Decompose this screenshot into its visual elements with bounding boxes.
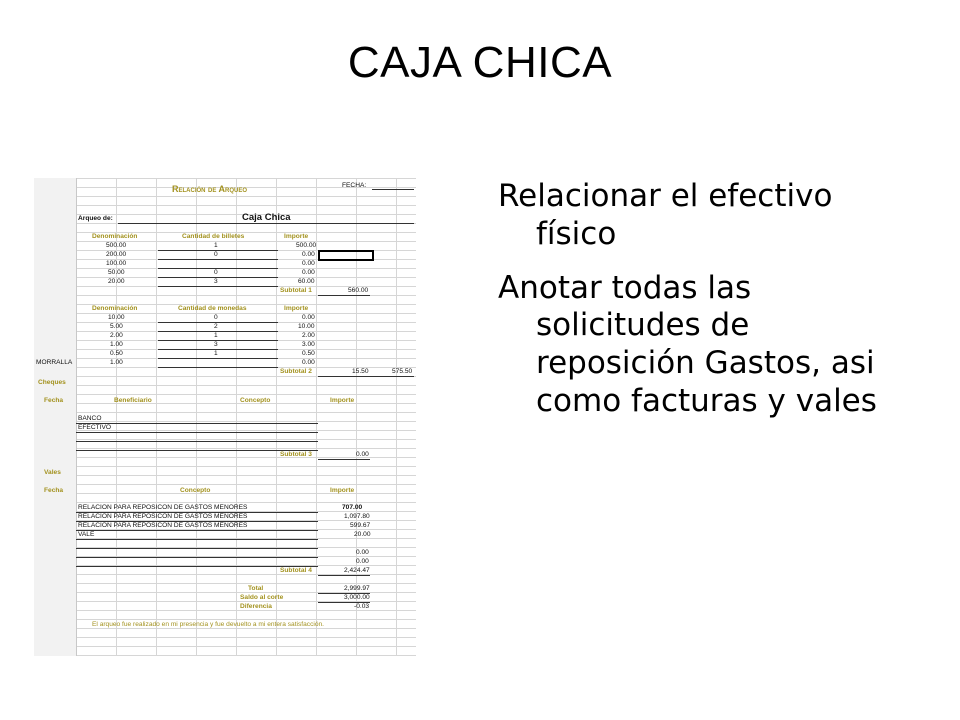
monedas-denom: 2.00 bbox=[110, 332, 123, 339]
billetes-header-importe: Importe bbox=[284, 233, 309, 240]
morralla-label: MORRALLA bbox=[36, 359, 73, 366]
monedas-header-cantidad: Cantidad de monedas bbox=[178, 305, 247, 312]
vale-importe: 707.00 bbox=[342, 504, 363, 511]
row-line bbox=[158, 259, 278, 260]
billetes-importe: 0.00 bbox=[302, 269, 315, 276]
monedas-qty: 1 bbox=[214, 350, 218, 357]
monedas-qty: 1 bbox=[214, 332, 218, 339]
vale-concepto: RELACION PARA REPOSICON DE GASTOS MENORES bbox=[78, 522, 248, 529]
monedas-importe: 10.00 bbox=[298, 323, 315, 330]
billetes-denom: 500.00 bbox=[106, 242, 127, 249]
subtotal-1-label: Subtotal 1 bbox=[280, 287, 312, 294]
row-line bbox=[76, 539, 318, 540]
row-line bbox=[158, 358, 278, 359]
cheque-row-label: EFECTIVO bbox=[78, 424, 111, 431]
subtotal-2-label: Subtotal 2 bbox=[280, 368, 312, 375]
total-line bbox=[318, 602, 370, 603]
arqueo-line bbox=[118, 223, 414, 224]
vale-importe: 599.67 bbox=[350, 522, 371, 529]
row-line bbox=[76, 423, 318, 424]
arqueo-spreadsheet-image bbox=[34, 178, 416, 656]
billetes-denom: 20.00 bbox=[108, 278, 125, 285]
monedas-denom: 0.50 bbox=[110, 350, 123, 357]
saldo-label: Saldo al corte bbox=[240, 594, 284, 601]
monedas-header-denominacion: Denominación bbox=[92, 305, 138, 312]
bullet-item: Relacionar el efectivo físico bbox=[498, 178, 833, 252]
row-line bbox=[76, 432, 318, 433]
row-line bbox=[76, 530, 318, 531]
vales-section-label: Vales bbox=[44, 469, 61, 476]
billetes-denom: 100.00 bbox=[106, 260, 127, 267]
arqueo-footer-note: El arqueo fue realizado en mi presencia y fue devuelto a mi entera satisfacción. bbox=[92, 621, 325, 628]
vale-importe: 0.00 bbox=[356, 558, 369, 565]
billetes-denom: 200.00 bbox=[106, 251, 127, 258]
subtotal-line bbox=[318, 575, 370, 576]
vales-header-fecha: Fecha bbox=[44, 487, 64, 494]
monedas-importe: 0.00 bbox=[302, 314, 315, 321]
billetes-importe: 60.00 bbox=[298, 278, 315, 285]
monedas-denom: 10.00 bbox=[108, 314, 125, 321]
vales-header-concepto: Concepto bbox=[180, 487, 211, 494]
row-line bbox=[76, 441, 318, 442]
cheques-section-label: Cheques bbox=[38, 379, 66, 386]
billetes-header-cantidad: Cantidad de billetes bbox=[182, 233, 245, 240]
subtotal-line bbox=[318, 376, 414, 377]
monedas-qty: 0 bbox=[214, 314, 218, 321]
billetes-denom: 50.00 bbox=[108, 269, 125, 276]
vale-concepto: VALE bbox=[78, 531, 95, 538]
selected-cell bbox=[318, 250, 374, 261]
bullet-item: Anotar todas las solicitudes de reposición Gastos, asi como facturas y vales bbox=[498, 269, 877, 420]
cheque-row-label: BANCO bbox=[78, 415, 102, 422]
billetes-qty: 1 bbox=[214, 242, 218, 249]
cheques-header-beneficiario: Beneficiario bbox=[114, 397, 152, 404]
vale-concepto: RELACION PARA REPOSICON DE GASTOS MENORES bbox=[78, 504, 248, 511]
vale-importe: 20.00 bbox=[354, 531, 371, 538]
vale-importe: 1,097.80 bbox=[344, 513, 370, 520]
vales-header-importe: Importe bbox=[330, 487, 355, 494]
billetes-header-denominacion: Denominación bbox=[92, 233, 138, 240]
subtotal-line bbox=[318, 295, 370, 296]
subtotal-4-value: 2,424.47 bbox=[344, 567, 370, 574]
monedas-denom: 1.00 bbox=[110, 341, 123, 348]
diferencia-label: Diferencia bbox=[240, 603, 272, 610]
slide-title: CAJA CHICA bbox=[347, 38, 613, 87]
bullet-list bbox=[498, 178, 898, 437]
billetes-qty: 3 bbox=[214, 278, 218, 285]
monedas-importe: 2.00 bbox=[302, 332, 315, 339]
row-header-column bbox=[34, 178, 77, 656]
vale-concepto: RELACION PARA REPOSICON DE GASTOS MENORES bbox=[78, 513, 248, 520]
subtotal-1-value: 560.00 bbox=[348, 287, 369, 294]
subtotal-3-label: Subtotal 3 bbox=[280, 451, 312, 458]
total-value: 2,999.97 bbox=[344, 585, 370, 592]
row-line bbox=[158, 349, 278, 350]
monedas-qty: 3 bbox=[214, 341, 218, 348]
row-line bbox=[158, 277, 278, 278]
monedas-qty: 2 bbox=[214, 323, 218, 330]
subtotal-4-label: Subtotal 4 bbox=[280, 567, 312, 574]
cheques-header-importe: Importe bbox=[330, 397, 355, 404]
arqueo-label: Arqueo de: bbox=[78, 215, 113, 222]
subtotal-line bbox=[318, 459, 370, 460]
monedas-denom: 1.00 bbox=[110, 359, 123, 366]
fecha-label: FECHA: bbox=[342, 182, 367, 189]
row-line bbox=[158, 322, 278, 323]
running-total-value: 575.50 bbox=[392, 368, 413, 375]
row-line bbox=[158, 268, 278, 269]
total-line bbox=[318, 593, 370, 594]
subtotal-2-value: 15.50 bbox=[352, 368, 369, 375]
cheques-header-fecha: Fecha bbox=[44, 397, 64, 404]
saldo-value: 3,000.00 bbox=[344, 594, 370, 601]
billetes-importe: 0.00 bbox=[302, 260, 315, 267]
row-line bbox=[158, 340, 278, 341]
row-line bbox=[158, 367, 278, 368]
cheques-header-concepto: Concepto bbox=[240, 397, 271, 404]
billetes-qty: 0 bbox=[214, 251, 218, 258]
diferencia-value: -0.03 bbox=[354, 603, 370, 610]
monedas-importe: 0.50 bbox=[302, 350, 315, 357]
billetes-importe: 500.00 bbox=[296, 242, 317, 249]
sheet-title: Relación de Arqueo bbox=[172, 184, 248, 194]
total-label: Total bbox=[248, 585, 264, 592]
subtotal-3-value: 0.00 bbox=[356, 451, 369, 458]
row-line bbox=[158, 331, 278, 332]
billetes-importe: 0.00 bbox=[302, 251, 315, 258]
monedas-denom: 5.00 bbox=[110, 323, 123, 330]
arqueo-value: Caja Chica bbox=[242, 212, 291, 223]
monedas-importe: 3.00 bbox=[302, 341, 315, 348]
row-line bbox=[158, 250, 278, 251]
fecha-line bbox=[372, 189, 414, 190]
monedas-header-importe: Importe bbox=[284, 305, 309, 312]
row-line bbox=[158, 286, 278, 287]
row-line bbox=[76, 557, 318, 558]
billetes-qty: 0 bbox=[214, 269, 218, 276]
row-line bbox=[76, 548, 318, 549]
monedas-importe: 0.00 bbox=[302, 359, 315, 366]
vale-importe: 0.00 bbox=[356, 549, 369, 556]
